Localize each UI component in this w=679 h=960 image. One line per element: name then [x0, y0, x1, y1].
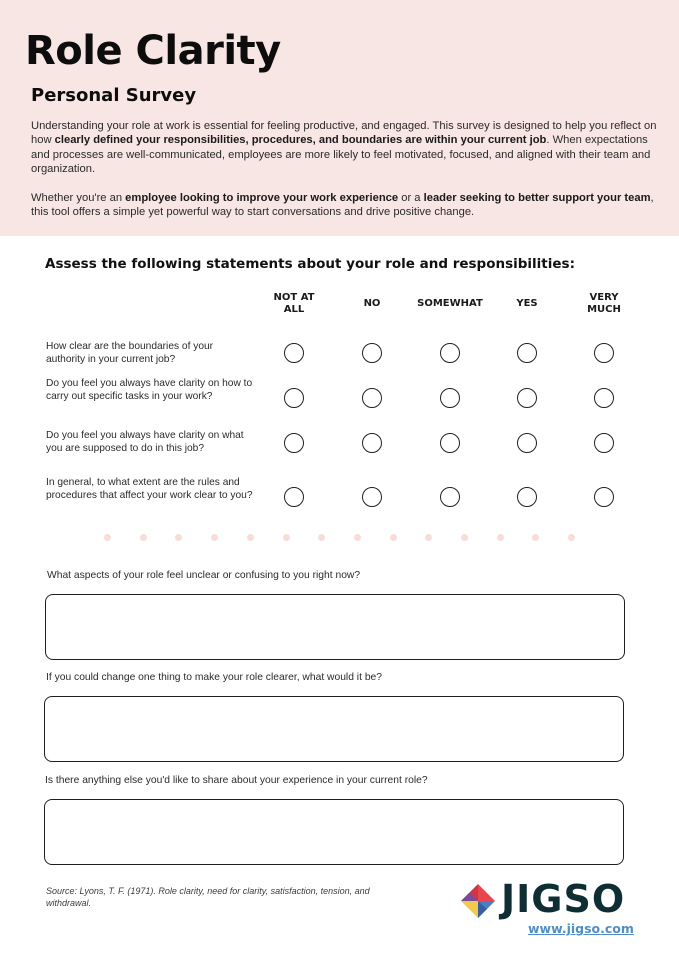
rating-radio[interactable] [594, 433, 614, 453]
rating-radio[interactable] [517, 343, 537, 363]
divider-dot [318, 534, 325, 541]
rating-radio[interactable] [594, 487, 614, 507]
divider-dot [390, 534, 397, 541]
rating-radio[interactable] [440, 388, 460, 408]
rating-radio[interactable] [440, 343, 460, 363]
rating-radio[interactable] [284, 388, 304, 408]
divider-dot [104, 534, 111, 541]
column-header: YES [516, 298, 538, 309]
page-subtitle: Personal Survey [31, 85, 197, 106]
rating-radio[interactable] [284, 433, 304, 453]
divider-dot [568, 534, 575, 541]
column-header: NOT AT ALL [273, 292, 315, 315]
jigso-logo-icon [461, 884, 495, 918]
rating-radio[interactable] [362, 388, 382, 408]
rating-radio[interactable] [362, 343, 382, 363]
divider-dot [175, 534, 182, 541]
rating-radio[interactable] [594, 343, 614, 363]
rating-radio[interactable] [362, 433, 382, 453]
page-title: Role Clarity [25, 28, 281, 74]
divider-dot [461, 534, 468, 541]
divider-dot [211, 534, 218, 541]
question-text: In general, to what extent are the rules and procedures that affect your work clear to you? [46, 477, 253, 502]
survey-heading: Assess the following statements about your role and responsibilities: [45, 256, 575, 272]
dotted-divider [100, 534, 590, 542]
question-text: Do you feel you always have clarity on what you are supposed to do in this job? [46, 430, 244, 455]
divider-dot [497, 534, 504, 541]
open-question-label: Is there anything else you'd like to share about your experience in your current role? [45, 775, 428, 786]
rating-radio[interactable] [362, 487, 382, 507]
rating-radio[interactable] [517, 487, 537, 507]
website-link[interactable]: www.jigso.com [528, 921, 634, 936]
open-answer-field[interactable] [45, 594, 625, 660]
column-header: VERY MUCH [587, 292, 621, 315]
question-text: How clear are the boundaries of your authority in your current job? [46, 341, 214, 366]
column-header: NO [363, 298, 381, 309]
intro-paragraph-1: Understanding your role at work is essential for feeling productive, and engaged. This survey is designed to help you reflect on how clearly defined your responsibilities, procedures, and boundaries are within your current job. When expectations and processes are well-communicated, employees are more likely to feel motivated, focused, and aligned with their team and organization. [31, 120, 657, 176]
rating-radio[interactable] [440, 487, 460, 507]
open-answer-field[interactable] [44, 799, 624, 865]
rating-radio[interactable] [594, 388, 614, 408]
rating-radio[interactable] [440, 433, 460, 453]
divider-dot [425, 534, 432, 541]
divider-dot [283, 534, 290, 541]
question-text: Do you feel you always have clarity on how to carry out specific tasks in your work? [46, 378, 253, 403]
rating-radio[interactable] [284, 487, 304, 507]
divider-dot [354, 534, 361, 541]
open-answer-field[interactable] [44, 696, 624, 762]
rating-radio[interactable] [284, 343, 304, 363]
open-question-label: If you could change one thing to make your role clearer, what would it be? [46, 672, 382, 683]
divider-dot [140, 534, 147, 541]
intro-paragraph-2: Whether you're an employee looking to improve your work experience or a leader seeking to better support your team, this tool offers a simple yet powerful way to start conversations and drive positive change. [31, 192, 654, 219]
header-banner [0, 0, 679, 236]
source-citation: Source: Lyons, T. F. (1971). Role clarity, need for clarity, satisfaction, tension, and withdrawal. [46, 886, 370, 908]
rating-radio[interactable] [517, 388, 537, 408]
column-header: SOMEWHAT [417, 298, 483, 309]
open-question-label: What aspects of your role feel unclear or confusing to you right now? [47, 570, 361, 581]
rating-radio[interactable] [517, 433, 537, 453]
jigso-logo-text: JIGSO [501, 877, 626, 921]
divider-dot [247, 534, 254, 541]
divider-dot [532, 534, 539, 541]
